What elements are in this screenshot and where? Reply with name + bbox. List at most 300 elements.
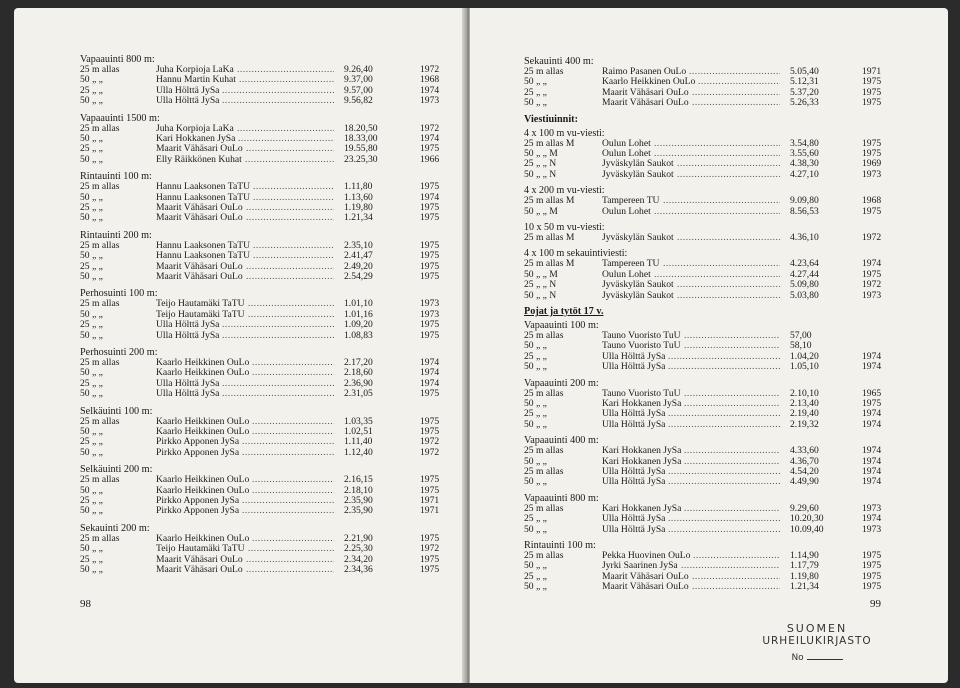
- leader-dots: [253, 193, 334, 203]
- swimmer-name: Ulla Hölttä JySa: [602, 361, 666, 373]
- pool-length: 50 „ „: [524, 340, 547, 352]
- record-section: [14, 171, 466, 224]
- record-time: 1.01,16: [344, 308, 373, 320]
- record-year: 1975: [420, 329, 440, 341]
- pool-length: 50 „ „: [80, 95, 103, 107]
- record-section: [14, 347, 466, 400]
- leader-dots: [246, 565, 334, 575]
- record-time: 4.23,64: [790, 258, 819, 270]
- record-time: 4.36,70: [790, 455, 819, 467]
- pool-length: 50 „ „: [524, 581, 547, 593]
- swimmer-name: Juha Korpioja LaKa: [156, 64, 234, 75]
- record-row: [14, 213, 466, 223]
- record-year: 1975: [420, 532, 440, 544]
- leader-dots: [677, 159, 780, 169]
- swimmer-name: Ulla Hölttä JySa: [602, 350, 666, 362]
- leader-dots: [684, 331, 780, 341]
- record-year: 1975: [420, 143, 440, 155]
- record-year: 1974: [862, 258, 882, 270]
- pool-length: 50 „ „: [80, 446, 103, 458]
- swimmer-name: Pirkko Apponen JySa: [156, 446, 240, 458]
- record-time: 2.13,40: [790, 397, 819, 409]
- record-year: 1975: [862, 137, 882, 149]
- swimmer-name: Maarit Vähäsari OuLo: [156, 260, 243, 272]
- record-section: [14, 54, 466, 107]
- pool-length: 25 „ „: [80, 201, 103, 213]
- swimmer-name: Pirkko Apponen JySa: [156, 494, 240, 506]
- record-year: 1975: [420, 260, 440, 272]
- record-time: 5.12,31: [790, 76, 819, 88]
- pool-length: 50 „ „: [524, 361, 547, 373]
- record-year: 1974: [862, 361, 882, 373]
- pool-length: 25 „ „: [524, 86, 547, 98]
- record-year: 1973: [420, 308, 440, 320]
- leader-dots: [684, 341, 780, 351]
- pool-length: 25 m allas: [80, 239, 120, 251]
- pool-length: 50 „ „: [80, 74, 103, 86]
- record-time: 2.21,90: [344, 532, 373, 544]
- leader-dots: [668, 467, 780, 477]
- pool-length: 50 „ „ N: [524, 289, 557, 301]
- swimmer-name: Oulun Lohet: [602, 205, 651, 217]
- pool-length: 50 „ „: [524, 418, 547, 430]
- record-year: 1974: [862, 418, 882, 430]
- record-year: 1973: [862, 523, 882, 535]
- record-section: [14, 113, 466, 166]
- record-section: [470, 435, 948, 488]
- swimmer-name: Jyväskylän Saukot: [602, 232, 674, 243]
- pool-length: 50 „ „: [80, 212, 103, 224]
- swimmer-name: Ulla Hölttä JySa: [156, 319, 220, 331]
- pool-length: 25 m allas: [80, 298, 120, 310]
- swimmer-name: Tauno Vuoristo TuU: [602, 330, 681, 341]
- record-year: 1974: [420, 367, 440, 379]
- swimmer-name: Maarit Vähäsari OuLo: [156, 143, 243, 155]
- leader-dots: [239, 75, 334, 85]
- record-time: 2.35,90: [344, 505, 373, 517]
- pool-length: 25 m allas: [80, 122, 120, 134]
- pool-length: 50 „ „: [80, 543, 103, 555]
- swimmer-name: Maarit Vähäsari OuLo: [156, 553, 243, 565]
- record-time: 5.26,33: [790, 97, 819, 109]
- leader-dots: [684, 399, 780, 409]
- leader-dots: [689, 67, 780, 77]
- record-time: 9.37,00: [344, 74, 373, 86]
- pool-length: 50 „ „: [80, 563, 103, 575]
- record-time: 2.35,10: [344, 239, 373, 251]
- record-time: 2.41,47: [344, 250, 373, 262]
- record-time: 1.21,34: [344, 212, 373, 224]
- swimmer-name: Ulla Hölttä JySa: [156, 95, 220, 107]
- leader-dots: [677, 291, 780, 301]
- record-year: 1968: [862, 195, 882, 207]
- leader-dots: [222, 86, 334, 96]
- pool-length: 50 „ „: [80, 505, 103, 517]
- record-year: 1975: [862, 268, 882, 280]
- pool-length: 25 m allas: [524, 66, 564, 77]
- record-time: 2.18,10: [344, 484, 373, 496]
- leader-dots: [242, 437, 334, 447]
- record-year: 1975: [862, 397, 882, 409]
- record-time: 2.34,36: [344, 563, 373, 575]
- section-heading: Vapaauinti 1500 m:: [80, 112, 160, 124]
- record-time: 1.14,90: [790, 550, 819, 561]
- record-section: [470, 114, 948, 125]
- record-year: 1975: [420, 474, 440, 486]
- swimmer-name: Jyväskylän Saukot: [602, 289, 674, 301]
- swimmer-name: Tampereen TU: [602, 258, 660, 270]
- pool-length: 25 m allas M: [524, 258, 575, 270]
- section-heading: Vapaauinti 400 m:: [524, 435, 599, 447]
- leader-dots: [252, 534, 334, 544]
- pool-length: 50 „ „: [80, 250, 103, 262]
- leader-dots: [252, 417, 334, 427]
- record-year: 1975: [420, 425, 440, 437]
- pool-length: 25 m allas: [524, 445, 564, 457]
- pool-length: 50 „ „ M: [524, 268, 558, 280]
- record-year: 1974: [862, 513, 882, 525]
- leader-dots: [668, 525, 780, 535]
- record-time: 9.29,60: [790, 502, 819, 514]
- pool-length: 25 „ „: [80, 553, 103, 565]
- record-row: [470, 280, 948, 290]
- section-heading: 4 x 200 m vu-viesti:: [524, 185, 605, 197]
- record-year: 1975: [420, 181, 440, 193]
- leader-dots: [252, 368, 334, 378]
- record-year: 1975: [420, 415, 440, 427]
- section-heading: Rintauinti 100 m:: [80, 171, 152, 183]
- pool-length: 25 m allas: [524, 550, 564, 561]
- leader-dots: [684, 446, 780, 456]
- leader-dots: [248, 544, 334, 554]
- record-time: 4.38,30: [790, 158, 819, 170]
- record-year: 1973: [420, 298, 440, 310]
- leader-dots: [242, 506, 334, 516]
- pool-length: 50 „ „: [80, 270, 103, 282]
- record-row: [14, 506, 466, 516]
- record-year: 1975: [862, 581, 882, 593]
- record-section: [470, 185, 948, 217]
- leader-dots: [238, 134, 334, 144]
- swimmer-name: Oulun Lohet: [602, 147, 651, 159]
- pool-length: 25 m allas M: [524, 232, 575, 243]
- leader-dots: [681, 561, 780, 571]
- section-heading: 4 x 100 m vu-viesti:: [524, 127, 605, 139]
- library-stamp: [742, 622, 892, 663]
- record-row: [470, 207, 948, 217]
- record-row: [470, 477, 948, 487]
- record-time: 2.49,20: [344, 260, 373, 272]
- leader-dots: [245, 155, 334, 165]
- record-time: 1.19,80: [790, 570, 819, 582]
- swimmer-name: Kari Hokkanen JySa: [602, 455, 682, 467]
- record-time: 1.03,35: [344, 415, 373, 427]
- record-section: [14, 230, 466, 283]
- record-section: [470, 128, 948, 181]
- record-time: 4.33,60: [790, 445, 819, 457]
- record-year: 1975: [862, 205, 882, 217]
- record-time: 2.19,32: [790, 418, 819, 430]
- leader-dots: [654, 139, 780, 149]
- record-year: 1971: [420, 494, 440, 506]
- swimmer-name: Teijo Hautamäki TaTU: [156, 308, 245, 320]
- record-year: 1975: [862, 147, 882, 159]
- leader-dots: [246, 262, 334, 272]
- record-section: [14, 464, 466, 517]
- swimmer-name: Kaarlo Heikkinen OuLo: [156, 532, 250, 544]
- leader-dots: [246, 203, 334, 213]
- leader-dots: [692, 572, 780, 582]
- swimmer-name: Ulla Hölttä JySa: [602, 465, 666, 477]
- record-section: [470, 540, 948, 593]
- swimmer-name: Teijo Hautamäki TaTU: [156, 543, 245, 555]
- record-year: 1975: [420, 250, 440, 262]
- swimmer-name: Jyrki Saarinen JySa: [602, 560, 678, 572]
- pool-length: 50 „ „: [524, 523, 547, 535]
- record-year: 1975: [420, 553, 440, 565]
- swimmer-name: Tauno Vuoristo TuU: [602, 340, 681, 352]
- record-year: 1966: [420, 153, 440, 165]
- record-time: 58,10: [790, 340, 812, 352]
- record-row: [470, 233, 948, 243]
- record-time: 4.27,44: [790, 268, 819, 280]
- record-row: [470, 420, 948, 430]
- record-year: 1975: [420, 239, 440, 251]
- record-time: 1.04,20: [790, 350, 819, 362]
- pool-length: 25 m allas: [524, 387, 564, 399]
- swimmer-name: Hannu Martin Kuhat: [156, 74, 236, 86]
- record-time: 5.03,80: [790, 289, 819, 301]
- swimmer-name: Raimo Pasanen OuLo: [602, 66, 687, 77]
- record-year: 1974: [420, 191, 440, 203]
- record-time: 5.05,40: [790, 66, 819, 77]
- record-year: 1972: [420, 446, 440, 458]
- record-row: [470, 525, 948, 535]
- leader-dots: [248, 299, 334, 309]
- swimmer-name: Jyväskylän Saukot: [602, 168, 674, 180]
- record-year: 1968: [420, 74, 440, 86]
- record-time: 18.20,50: [344, 122, 378, 134]
- swimmer-name: Pirkko Apponen JySa: [156, 505, 240, 517]
- swimmer-name: Maarit Vähäsari OuLo: [602, 97, 689, 109]
- pool-length: 25 „ „: [524, 513, 547, 525]
- record-year: 1972: [862, 232, 882, 243]
- record-section: [14, 406, 466, 459]
- record-year: 1975: [420, 270, 440, 282]
- record-year: 1972: [420, 436, 440, 448]
- leader-dots: [663, 259, 780, 269]
- pool-length: 25 „ „: [80, 319, 103, 331]
- record-year: 1975: [420, 212, 440, 224]
- record-time: 1.01,10: [344, 298, 373, 310]
- record-year: 1975: [862, 560, 882, 572]
- leader-dots: [693, 551, 780, 561]
- record-year: 1974: [862, 445, 882, 457]
- record-time: 2.25,30: [344, 543, 373, 555]
- swimmer-name: Maarit Vähäsari OuLo: [602, 86, 689, 98]
- record-time: 4.27,10: [790, 168, 819, 180]
- record-time: 2.16,15: [344, 474, 373, 486]
- pool-length: 25 „ „: [80, 436, 103, 448]
- record-year: 1974: [420, 84, 440, 96]
- pool-length: 25 „ „: [524, 408, 547, 420]
- record-time: 9.57,00: [344, 84, 373, 96]
- record-year: 1974: [862, 408, 882, 420]
- stamp-line-3: No: [742, 651, 892, 663]
- record-time: 57,00: [790, 330, 812, 341]
- swimmer-name: Kari Hokkanen JySa: [602, 397, 682, 409]
- leader-dots: [668, 352, 780, 362]
- leader-dots: [222, 331, 334, 341]
- record-time: 9.09,80: [790, 195, 819, 207]
- leader-dots: [222, 389, 334, 399]
- pool-length: 25 „ „: [80, 84, 103, 96]
- record-row: [14, 96, 466, 106]
- record-time: 9.26,40: [344, 64, 373, 75]
- record-time: 10.09,40: [790, 523, 824, 535]
- swimmer-name: Kaarlo Heikkinen OuLo: [156, 367, 250, 379]
- record-row: [14, 155, 466, 165]
- pool-length: 25 m allas: [80, 357, 120, 368]
- record-row: [14, 448, 466, 458]
- swimmer-name: Maarit Vähäsari OuLo: [602, 570, 689, 582]
- leader-dots: [246, 555, 334, 565]
- record-section: [14, 288, 466, 341]
- leader-dots: [698, 77, 780, 87]
- section-heading: Vapaauinti 800 m:: [80, 54, 155, 65]
- record-time: 9.56,82: [344, 95, 373, 107]
- pool-length: 25 „ „ N: [524, 158, 557, 170]
- section-heading: 4 x 100 m sekauintiviesti:: [524, 248, 628, 260]
- section-heading: Pojat ja tytöt 17 v.: [524, 306, 604, 317]
- pool-length: 25 m allas: [80, 64, 120, 75]
- swimmer-name: Maarit Vähäsari OuLo: [156, 212, 243, 224]
- leader-dots: [668, 514, 780, 524]
- record-time: 1.21,34: [790, 581, 819, 593]
- swimmer-name: Hannu Laaksonen TaTU: [156, 250, 250, 262]
- record-year: 1972: [420, 64, 440, 75]
- leader-dots: [654, 207, 780, 217]
- swimmer-name: Kaarlo Heikkinen OuLo: [602, 76, 696, 88]
- leader-dots: [677, 280, 780, 290]
- pool-length: 25 „ „ N: [524, 279, 557, 291]
- record-time: 1.08,83: [344, 329, 373, 341]
- record-year: 1974: [862, 350, 882, 362]
- swimmer-name: Kari Hokkanen JySa: [602, 445, 682, 457]
- stamp-number-blank: [807, 651, 843, 660]
- record-section: [14, 523, 466, 576]
- record-time: 4.54,20: [790, 465, 819, 477]
- record-time: 1.11,80: [344, 181, 373, 193]
- record-time: 2.17,20: [344, 357, 373, 368]
- pool-length: 50 „ „: [80, 132, 103, 144]
- leader-dots: [222, 379, 334, 389]
- swimmer-name: Ulla Hölttä JySa: [156, 377, 220, 389]
- pool-length: 25 m allas: [524, 330, 564, 341]
- swimmer-name: Kaarlo Heikkinen OuLo: [156, 474, 250, 486]
- leader-dots: [253, 241, 334, 251]
- leader-dots: [668, 420, 780, 430]
- leader-dots: [677, 233, 780, 243]
- pool-length: 25 m allas M: [524, 195, 575, 207]
- pool-length: 50 „ „: [80, 308, 103, 320]
- swimmer-name: Oulun Lohet: [602, 268, 651, 280]
- record-year: 1973: [420, 95, 440, 107]
- record-time: 1.09,20: [344, 319, 373, 331]
- pool-length: 50 „ „: [524, 76, 547, 88]
- swimmer-name: Maarit Vähäsari OuLo: [156, 270, 243, 282]
- record-time: 23.25,30: [344, 153, 378, 165]
- leader-dots: [692, 98, 780, 108]
- record-year: 1974: [420, 132, 440, 144]
- record-time: 2.10,10: [790, 387, 819, 399]
- leader-dots: [248, 310, 334, 320]
- record-year: 1971: [420, 505, 440, 517]
- record-section: [470, 248, 948, 301]
- pool-length: 50 „ „: [80, 153, 103, 165]
- pool-length: 25 m allas: [80, 415, 120, 427]
- record-year: 1974: [862, 455, 882, 467]
- swimmer-name: Kaarlo Heikkinen OuLo: [156, 415, 250, 427]
- record-year: 1975: [420, 388, 440, 400]
- swimmer-name: Pekka Huovinen OuLo: [602, 550, 691, 561]
- leader-dots: [684, 457, 780, 467]
- leader-dots: [237, 65, 334, 75]
- swimmer-name: Ulla Hölttä JySa: [602, 408, 666, 420]
- leader-dots: [668, 477, 780, 487]
- record-row: [470, 98, 948, 108]
- record-time: 1.02,51: [344, 425, 373, 437]
- record-row: [470, 170, 948, 180]
- swimmer-name: Hannu Laaksonen TaTU: [156, 181, 250, 193]
- swimmer-name: Kaarlo Heikkinen OuLo: [156, 425, 250, 437]
- record-time: 1.12,40: [344, 446, 373, 458]
- leader-dots: [246, 272, 334, 282]
- record-time: 3.54,80: [790, 137, 819, 149]
- record-year: 1975: [420, 484, 440, 496]
- record-time: 1.05,10: [790, 361, 819, 373]
- swimmer-name: Tampereen TU: [602, 195, 660, 207]
- record-year: 1975: [862, 570, 882, 582]
- record-time: 5.09,80: [790, 279, 819, 291]
- stamp-line-1: SUOMEN: [786, 622, 848, 635]
- record-time: 5.37,20: [790, 86, 819, 98]
- pool-length: 25 m allas: [80, 181, 120, 193]
- swimmer-name: Kari Hokkanen JySa: [602, 502, 682, 514]
- swimmer-name: Elly Räikkönen Kuhat: [156, 153, 242, 165]
- swimmer-name: Pirkko Apponen JySa: [156, 436, 240, 448]
- pool-length: 50 „ „: [524, 397, 547, 409]
- section-heading: Selkäuinti 200 m:: [80, 464, 153, 476]
- record-row: [14, 565, 466, 575]
- record-time: 2.54,29: [344, 270, 373, 282]
- swimmer-name: Kaarlo Heikkinen OuLo: [156, 357, 250, 368]
- leader-dots: [677, 170, 780, 180]
- pool-length: 50 „ „: [80, 329, 103, 341]
- swimmer-name: Ulla Hölttä JySa: [156, 388, 220, 400]
- record-time: 2.35,90: [344, 494, 373, 506]
- record-year: 1975: [420, 563, 440, 575]
- record-year: 1974: [862, 476, 882, 488]
- record-year: 1974: [420, 357, 440, 368]
- swimmer-name: Jyväskylän Saukot: [602, 279, 674, 291]
- pool-length: 25 „ „: [524, 350, 547, 362]
- record-time: 19.55,80: [344, 143, 378, 155]
- record-year: 1973: [862, 289, 882, 301]
- record-time: 2.31,05: [344, 388, 373, 400]
- record-year: 1975: [420, 319, 440, 331]
- swimmer-name: Hannu Laaksonen TaTU: [156, 191, 250, 203]
